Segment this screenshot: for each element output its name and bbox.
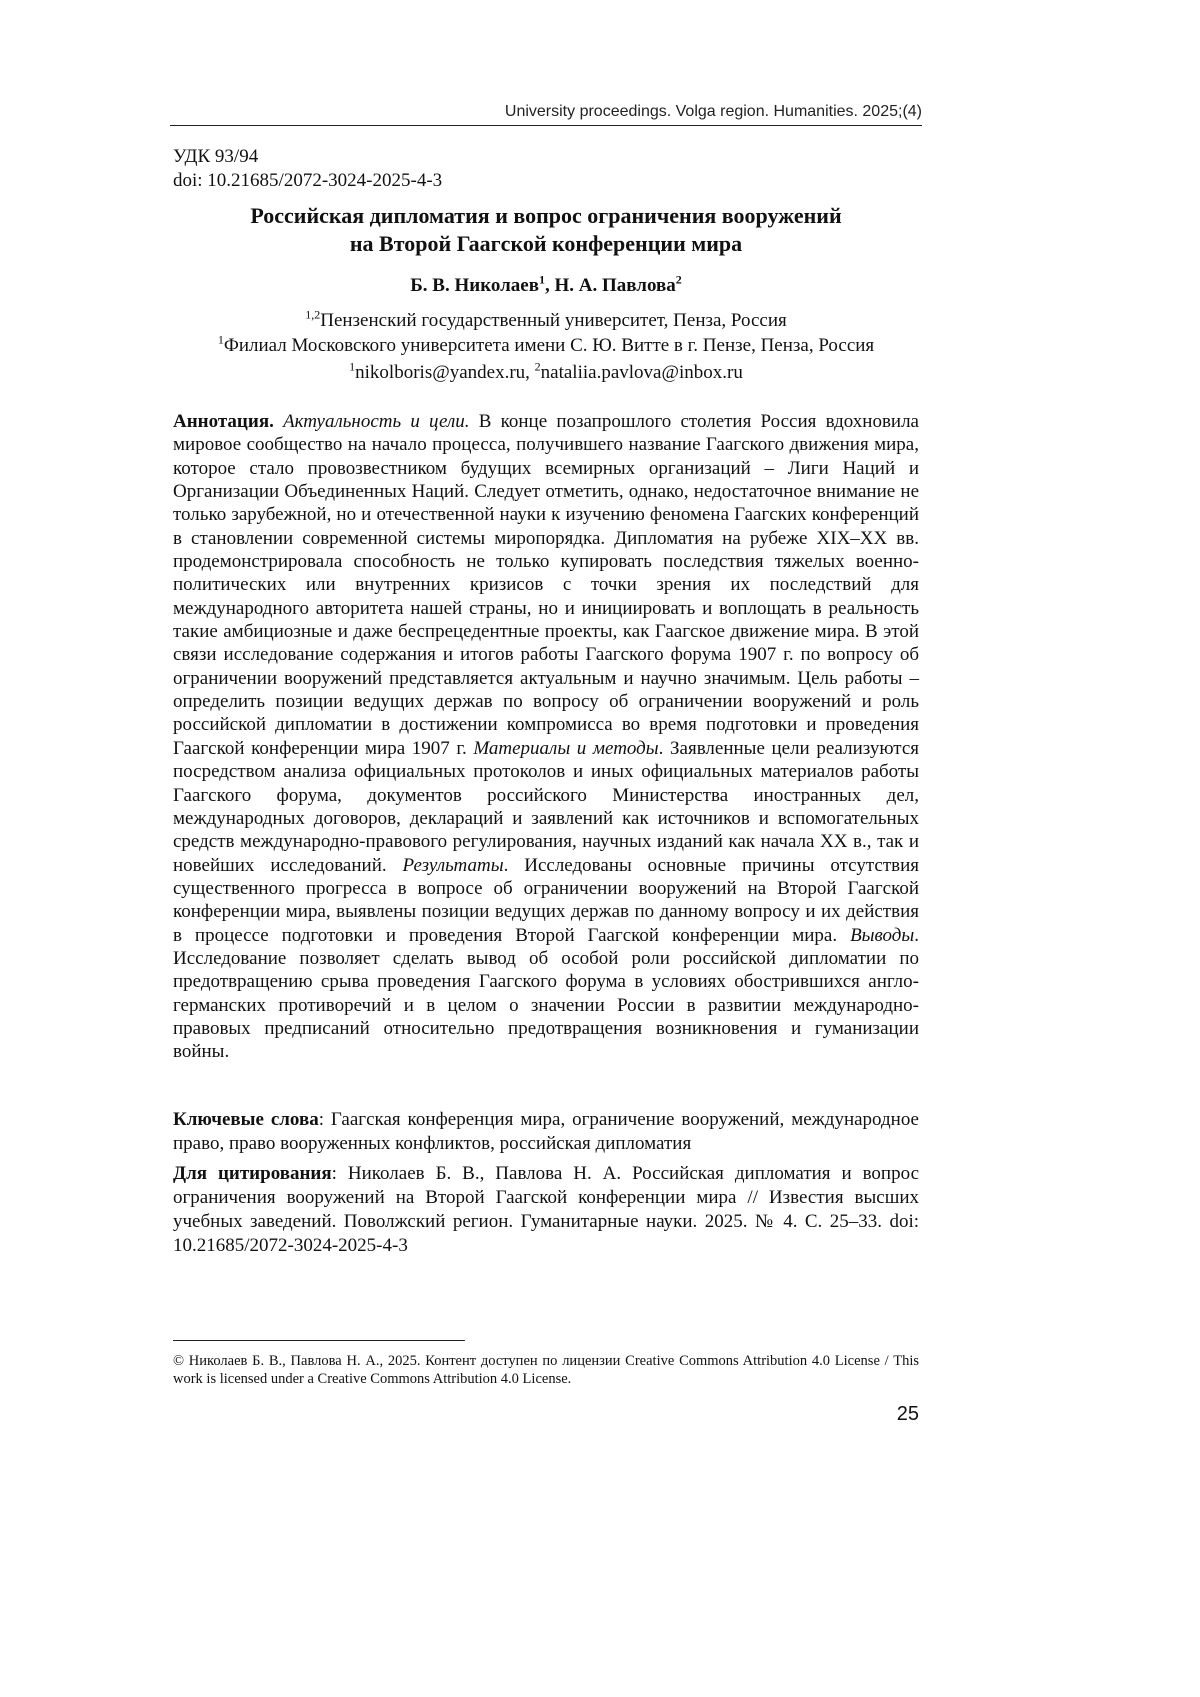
license-footnote: © Николаев Б. В., Павлова Н. А., 2025. Контент доступен по лицензии Creative Commons Attribution 4.0 License / This work is licensed under a Creative Commons Attribution 4.0 License. (173, 1353, 919, 1387)
email-1[interactable]: nikolboris@yandex.ru (355, 362, 526, 383)
header-rule (170, 125, 922, 126)
affiliation-1-text: Пензенский государственный университет, Пенза, Россия (320, 310, 787, 331)
abstract (173, 410, 919, 1064)
page-number: 25 (896, 1403, 919, 1425)
keywords-text: : Гаагская конференция мира, ограничение вооружений, международное право, право вооруженных конфликтов, российская дипломатия (173, 1109, 919, 1154)
author-1: Б. В. Николаев (410, 275, 539, 296)
methods-text: . Заявленные цели реализуются посредством анализа официальных протоколов и иных официальных материалов работы Гаагского форума, документов российского Министерства иностранных дел, международных договоров, деклараций и заявлений как источников и вспомогательных средств международно-правового регулирования, научных изданий как начала XX в., так и новейших исследований. (173, 737, 919, 876)
authors-separator: , (545, 275, 555, 296)
results-text: . Исследованы основные причины отсутствия существенного прогресса в вопросе об ограничении вооружений на Второй Гаагской конференции мира, выявлены позиции ведущих держав по данному вопросу и их действия в процессе подготовки и проведения Второй Гаагской конференции мира. (173, 854, 920, 946)
email-separator: , (525, 362, 535, 383)
email-2-sup: 2 (534, 359, 541, 374)
title-line-1: Российская дипломатия и вопрос ограничения вооружений (250, 203, 842, 228)
email-1-sup: 1 (349, 359, 356, 374)
methods-label: Материалы и методы (473, 737, 659, 759)
keywords-label: Ключевые слова (173, 1109, 319, 1130)
affiliation-2 (170, 334, 922, 358)
citation-text: : Николаев Б. В., Павлова Н. А. Российская дипломатия и вопрос ограничения вооружений на Второй Гаагской конференции мира // Известия высших учебных заведений. Поволжский регион. Гуманитарные науки. 2025. № 4. С. 25–33. doi: 10.21685/2072-3024-2025-4-3 (173, 1163, 920, 1256)
author-2-sup: 2 (675, 272, 682, 287)
relevance-label: Актуальность и цели. (283, 411, 470, 432)
udc-code: УДК 93/94 (173, 146, 259, 167)
affiliation-2-sup: 1 (217, 332, 224, 347)
author-emails (170, 361, 922, 385)
running-head: University proceedings. Volga region. Humanities. 2025;(4) (504, 103, 922, 120)
doi: doi: 10.21685/2072-3024-2025-4-3 (173, 170, 443, 191)
results-label: Результаты (402, 854, 504, 876)
citation (173, 1162, 919, 1258)
title-line-2: на Второй Гаагской конференции мира (349, 231, 743, 256)
affiliation-1-sup: 1,2 (305, 307, 321, 322)
conclusions-text: . Исследование позволяет сделать вывод об особой роли российской дипломатии по предотвращению срыва проведения Гаагского форума в условиях обострившихся англо-германских противоречий и в целом о значении России в развитии международно-правовых предписаний относительно предотвращения возникновения и гуманизации войны. (173, 924, 920, 1063)
author-1-sup: 1 (539, 272, 545, 287)
article-title (170, 202, 922, 258)
relevance-text: В конце позапрошлого столетия Россия вдохновила мировое сообщество на начало процесса, получившего название Гаагского движения мира, которое стало провозвестником будущих всемирных организаций – Лиги Наций и Организации Объединенных Наций. Следует отметить, однако, недостаточное внимание не только зарубежной, но и отечественной науки к изучению феномена Гаагских конференций в становлении современной системы миропорядка. Дипломатия на рубеже XIX–XX вв. продемонстрировала способность не только купировать последствия тяжелых военно-политических или внутренних кризисов с точки зрения их последствий для международного авторитета нашей страны, но и инициировать и воплощать в реальность такие амбициозные и даже беспрецедентные проекты, как Гаагское движение мира. В этой связи исследование содержания и итогов работы Гаагского форума 1907 г. по вопросу об ограничении вооружений представляется актуальным и научно значимым. Цель работы – определить позиции ведущих держав по вопросу об ограничении вооружений и роль российской дипломатии в достижении компромисса во время подготовки и проведения Гаагской конференции мира 1907 г. (173, 411, 919, 759)
author-2: Н. А. Павлова (554, 275, 676, 296)
keywords (173, 1108, 919, 1156)
affiliation-1 (170, 309, 922, 333)
authors (170, 274, 922, 298)
citation-label: Для цитирования (173, 1163, 332, 1184)
footnote-rule (173, 1340, 465, 1341)
conclusions-label: Выводы (850, 924, 915, 946)
abstract-label: Аннотация. (173, 411, 274, 432)
email-2[interactable]: nataliia.pavlova@inbox.ru (540, 362, 743, 383)
affiliation-2-text: Филиал Московского университета имени С. Ю. Витте в г. Пензе, Пенза, Россия (223, 335, 875, 356)
